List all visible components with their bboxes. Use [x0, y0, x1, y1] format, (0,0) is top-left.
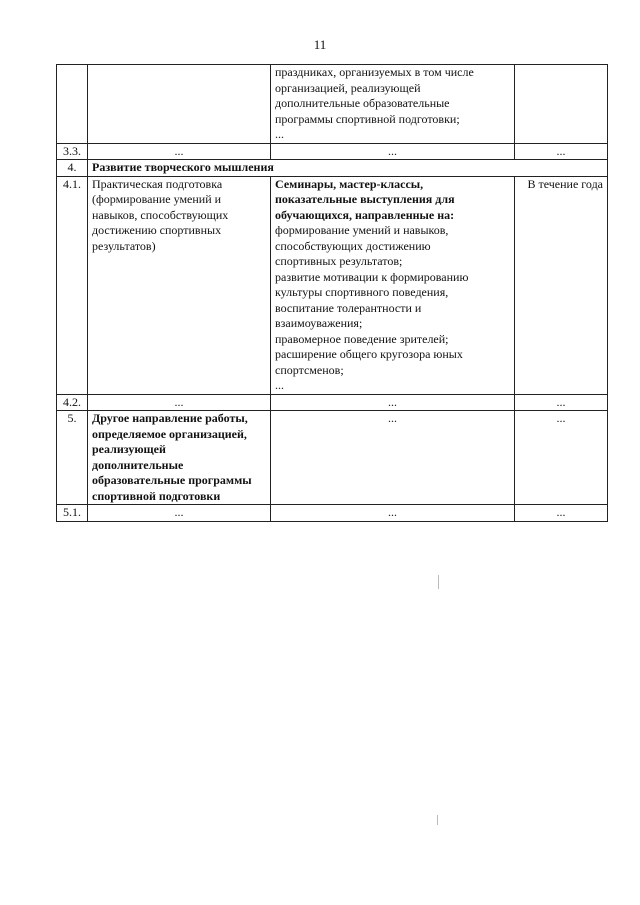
content-line: способствующих достижению	[275, 238, 431, 253]
direction-cell	[88, 411, 271, 505]
activities-table	[56, 64, 608, 522]
direction-cell: ...	[88, 505, 271, 522]
content-line: программы спортивной подготовки;	[275, 111, 460, 126]
row-number-cell: 5.1.	[57, 505, 88, 522]
direction-line: образовательные программы	[92, 473, 252, 487]
content-line: развитие мотивации к формированию	[275, 269, 469, 284]
content-line: взаимоуважения;	[275, 316, 363, 330]
scan-artifact	[437, 815, 438, 825]
direction-cell: ...	[88, 143, 271, 160]
content-line: культуры спортивного поведения,	[275, 285, 449, 299]
content-heading-line: показательные выступления для	[275, 192, 455, 206]
content-line: спортивных результатов;	[275, 254, 403, 268]
row-number-cell: 4.	[57, 160, 88, 177]
table-row	[57, 505, 608, 522]
timing-cell	[515, 65, 608, 144]
section-title: Развитие творческого мышления	[88, 160, 608, 177]
content-line: спортсменов;	[275, 362, 344, 377]
row-number-cell: 4.2.	[57, 394, 88, 411]
scan-artifact	[438, 575, 439, 589]
direction-line: реализующей	[92, 442, 166, 456]
content-line: ...	[275, 127, 284, 141]
content-line: расширение общего кругозора юных	[275, 347, 463, 361]
content-line: правомерное поведение зрителей;	[275, 331, 449, 346]
content-cell	[271, 176, 515, 394]
content-cell: ...	[271, 394, 515, 411]
table-row	[57, 143, 608, 160]
content-heading-line: обучающихся, направленные на:	[275, 207, 455, 222]
timing-cell: ...	[515, 143, 608, 160]
direction-cell	[88, 176, 271, 394]
direction-line: дополнительные	[92, 457, 184, 472]
content-cell: ...	[271, 143, 515, 160]
section-row	[57, 160, 608, 177]
content-line: формирование умений и навыков,	[275, 223, 449, 237]
content-line: воспитание толерантности и	[275, 300, 422, 315]
timing-cell: ...	[515, 394, 608, 411]
timing-cell: ...	[515, 411, 608, 505]
content-cell: ...	[271, 411, 515, 505]
direction-line: достижению спортивных	[92, 223, 222, 237]
timing-cell: ...	[515, 505, 608, 522]
direction-line: (формирование умений и	[92, 192, 222, 206]
section-row	[57, 411, 608, 505]
table-row	[57, 176, 608, 394]
content-line: организацией, реализующей	[275, 80, 421, 95]
direction-cell: ...	[88, 394, 271, 411]
row-number-cell: 5.	[57, 411, 88, 505]
row-number-cell: 3.3.	[57, 143, 88, 160]
direction-line: Практическая подготовка	[92, 176, 223, 191]
direction-line: результатов)	[92, 238, 156, 253]
table-row	[57, 394, 608, 411]
content-line: дополнительные образовательные	[275, 96, 450, 110]
direction-cell	[88, 65, 271, 144]
row-number-cell: 4.1.	[57, 176, 88, 394]
direction-line: Другое направление работы,	[92, 411, 248, 425]
content-heading-line: Семинары, мастер-классы,	[275, 176, 424, 191]
direction-line: определяемое организацией,	[92, 426, 247, 441]
content-line: праздниках, организуемых в том числе	[275, 65, 474, 79]
page-number: 11	[313, 37, 327, 52]
row-number-cell	[57, 65, 88, 144]
table-row	[57, 65, 608, 144]
direction-line: спортивной подготовки	[92, 488, 221, 503]
content-cell	[271, 65, 515, 144]
content-cell: ...	[271, 505, 515, 522]
content-line: ...	[275, 378, 284, 392]
direction-line: навыков, способствующих	[92, 207, 229, 222]
timing-cell: В течение года	[515, 176, 608, 394]
